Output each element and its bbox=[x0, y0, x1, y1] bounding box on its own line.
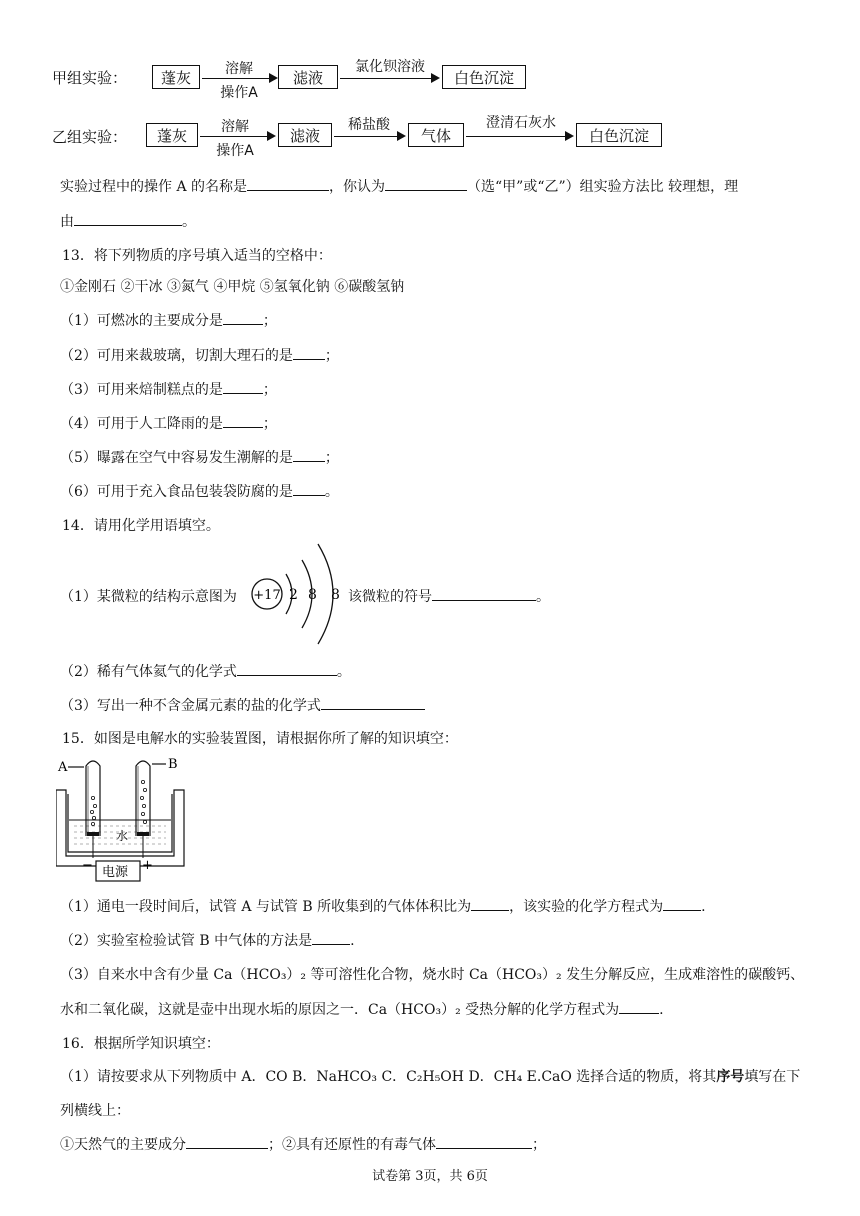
beaker-inner bbox=[68, 794, 172, 852]
q13-item-3 bbox=[60, 379, 277, 399]
q16-blank-toxic-gas[interactable] bbox=[436, 1134, 532, 1149]
q16-title: 16．根据所学知识填空： bbox=[62, 1036, 220, 1052]
q14-item-1 bbox=[60, 586, 237, 606]
q13-item-1-end: ； bbox=[262, 313, 277, 329]
q16-sub2-end: ； bbox=[532, 1137, 546, 1153]
flow-jia-box-lvye: 滤液 bbox=[278, 65, 338, 89]
q13-item-2 bbox=[60, 345, 339, 365]
flow-yi-arrow2 bbox=[334, 136, 404, 137]
flow-jia-box-penghui: 蓬灰 bbox=[152, 65, 200, 89]
q14-blank-symbol[interactable] bbox=[432, 586, 536, 601]
q13-blank-1[interactable] bbox=[223, 310, 263, 325]
q13-item-6-text: （6）可用于充入食品包装袋防腐的是 bbox=[60, 484, 293, 500]
q13-item-5-text: （5）曝露在空气中容易发生潮解的是 bbox=[60, 450, 293, 466]
q13-item-4-text: （4）可用于人工降雨的是 bbox=[60, 416, 223, 432]
q13-item-6 bbox=[60, 481, 339, 501]
q15-item-1-text-b: ，该实验的化学方程式为 bbox=[509, 899, 664, 915]
q13-blank-6[interactable] bbox=[293, 481, 325, 496]
q14-item-3 bbox=[60, 695, 425, 715]
q12-line2 bbox=[60, 211, 196, 231]
q16-sub1-text: ①天然气的主要成分 bbox=[60, 1137, 186, 1153]
q13-item-2-text: （2）可用来裁玻璃，切割大理石的是 bbox=[60, 348, 293, 364]
q13-blank-5[interactable] bbox=[293, 447, 325, 462]
q16-item-1-text-a: （1）请按要求从下列物质中 A．CO B．NaHCO₃ C．C₂H₅OH D．CH₄ E.CaO 选择合适的物质，将其 bbox=[60, 1069, 717, 1085]
q13-item-6-end: 。 bbox=[324, 484, 339, 500]
q13-item-5 bbox=[60, 447, 339, 467]
q13-item-4 bbox=[60, 413, 277, 433]
flow-jia-arrow1-bottom: 操作A bbox=[220, 85, 258, 101]
flow-yi-arrow1 bbox=[200, 136, 274, 137]
q16-item-1-line1 bbox=[60, 1066, 800, 1086]
q13-item-3-end: ； bbox=[262, 382, 277, 398]
nucleus-charge: +17 bbox=[253, 588, 281, 603]
q14-item-1-end: 。 bbox=[536, 589, 550, 605]
q13-options: ①金刚石 ②干冰 ③氮气 ④甲烷 ⑤氢氧化钠 ⑥碳酸氢钠 bbox=[60, 279, 405, 295]
q13-item-1-text: （1）可燃冰的主要成分是 bbox=[60, 313, 223, 329]
q12-line1 bbox=[60, 176, 738, 196]
flow-jia-arrow2 bbox=[340, 78, 438, 79]
q15-blank-test-method[interactable] bbox=[312, 930, 350, 945]
beaker-outer bbox=[56, 790, 184, 866]
electrolysis-apparatus-diagram bbox=[56, 754, 196, 884]
flow-yi bbox=[52, 115, 692, 159]
q16-item-1-subs bbox=[60, 1134, 546, 1154]
flow-jia-arrow1 bbox=[202, 78, 276, 79]
q12-blank-group[interactable] bbox=[385, 176, 467, 191]
electrode-a bbox=[87, 832, 99, 836]
q15-item-3-text: 水和二氧化碳，这就是壶中出现水垢的原因之一．Ca（HCO₃）₂ 受热分解的化学方程式为 bbox=[60, 1002, 620, 1018]
q14-item-2-text: （2）稀有气体氦气的化学式 bbox=[60, 664, 237, 680]
q13-blank-2[interactable] bbox=[293, 345, 325, 360]
q16-blank-natural-gas[interactable] bbox=[186, 1134, 268, 1149]
q15-item-2 bbox=[60, 930, 355, 950]
q15-item-1-text: （1）通电一段时间后，试管 A 与试管 B 所收集到的气体体积比为 bbox=[60, 899, 472, 915]
flow-yi-label: 乙组实验： bbox=[52, 128, 128, 146]
flow-jia bbox=[52, 59, 612, 102]
q13-blank-4[interactable] bbox=[223, 413, 263, 428]
q15-item-1-end: . bbox=[701, 899, 706, 915]
flow-yi-box-penghui: 蓬灰 bbox=[146, 123, 198, 147]
q13-title: 13．将下列物质的序号填入适当的空格中： bbox=[62, 248, 332, 264]
atom-structure-diagram bbox=[248, 540, 348, 650]
q13-item-1 bbox=[60, 310, 277, 330]
q15-item-2-end: . bbox=[350, 933, 355, 949]
q14-item-1-tail bbox=[348, 586, 550, 606]
minus-sign: − bbox=[82, 858, 93, 873]
flow-yi-box-precipitate: 白色沉淀 bbox=[576, 123, 662, 147]
flow-yi-arrow1-bottom: 操作A bbox=[216, 143, 254, 159]
page-footer: 试卷第 3页，共 6页 bbox=[372, 1169, 488, 1184]
q14-item-2 bbox=[60, 661, 351, 681]
q14-blank-salt[interactable] bbox=[321, 695, 425, 710]
q13-item-4-end: ； bbox=[262, 416, 277, 432]
q16-item-1-bold: 序号 bbox=[716, 1069, 745, 1085]
q15-item-2-text: （2）实验室检验试管 B 中气体的方法是 bbox=[60, 933, 313, 949]
q15-blank-equation[interactable] bbox=[663, 896, 701, 911]
flow-jia-arrow1-top: 溶解 bbox=[225, 61, 253, 77]
plus-sign: + bbox=[142, 858, 153, 873]
flow-jia-arrow2-top: 氯化钡溶液 bbox=[355, 59, 425, 75]
q12-blank-operation[interactable] bbox=[247, 176, 329, 191]
q12-text-b: ，你认为 bbox=[329, 179, 386, 195]
q14-item-2-end: 。 bbox=[336, 664, 351, 680]
q15-blank-decomposition[interactable] bbox=[619, 999, 659, 1014]
flow-jia-label: 甲组实验： bbox=[52, 69, 128, 87]
q14-item-3-text: （3）写出一种不含金属元素的盐的化学式 bbox=[60, 698, 321, 714]
q14-item-1-symbol-text: 该微粒的符号 bbox=[348, 589, 432, 605]
flow-yi-arrow1-top: 溶解 bbox=[221, 119, 249, 135]
shell-count-3: 8 bbox=[331, 587, 340, 603]
label-a: A bbox=[58, 760, 68, 775]
q15-item-1 bbox=[60, 896, 706, 916]
water-label: 水 bbox=[116, 829, 129, 843]
flow-yi-arrow2-top: 稀盐酸 bbox=[348, 117, 390, 133]
shell-count-2: 8 bbox=[308, 587, 317, 603]
q16-sub2-text: ；②具有还原性的有毒气体 bbox=[268, 1137, 436, 1153]
q15-item-3-line2 bbox=[60, 999, 664, 1019]
q15-title: 15．如图是电解水的实验装置图，请根据你所了解的知识填空： bbox=[62, 731, 458, 747]
flow-yi-box-lvye: 滤液 bbox=[278, 123, 332, 147]
label-b: B bbox=[168, 757, 178, 772]
q13-item-5-end: ； bbox=[324, 450, 339, 466]
flow-yi-arrow3-top: 澄清石灰水 bbox=[486, 115, 556, 131]
q13-item-2-end: ； bbox=[324, 348, 339, 364]
q13-blank-3[interactable] bbox=[223, 379, 263, 394]
q16-item-1-line2: 列横线上： bbox=[60, 1103, 130, 1119]
power-supply-label: 电源 bbox=[102, 865, 129, 880]
q12-text-reason: 由 bbox=[60, 214, 74, 230]
q12-text-a: 实验过程中的操作 A 的名称是 bbox=[60, 179, 248, 195]
flow-yi-arrow3 bbox=[466, 136, 572, 137]
q15-item-3-end: . bbox=[659, 1002, 664, 1018]
q14-title: 14．请用化学用语填空。 bbox=[62, 518, 220, 534]
q12-blank-reason[interactable] bbox=[74, 211, 182, 226]
q12-text-c: （选“甲”或“乙”）组实验方法比 较理想，理 bbox=[467, 179, 739, 195]
shell-count-1: 2 bbox=[289, 587, 298, 603]
flow-yi-box-gas: 气体 bbox=[408, 123, 464, 147]
q12-text-end: 。 bbox=[182, 214, 196, 230]
q15-item-3-line1: （3）自来水中含有少量 Ca（HCO₃）₂ 等可溶性化合物，烧水时 Ca（HCO₃）₂ 发生分解反应，生成难溶性的碳酸钙、 bbox=[60, 967, 805, 983]
q14-item-1-text: （1）某微粒的结构示意图为 bbox=[60, 589, 237, 605]
q13-item-3-text: （3）可用来焙制糕点的是 bbox=[60, 382, 223, 398]
q15-blank-ratio[interactable] bbox=[471, 896, 509, 911]
flow-jia-box-precipitate: 白色沉淀 bbox=[442, 65, 526, 89]
q14-blank-helium[interactable] bbox=[237, 661, 337, 676]
electrode-b bbox=[137, 832, 149, 836]
q16-item-1-text-b: 填写在下 bbox=[744, 1069, 801, 1085]
